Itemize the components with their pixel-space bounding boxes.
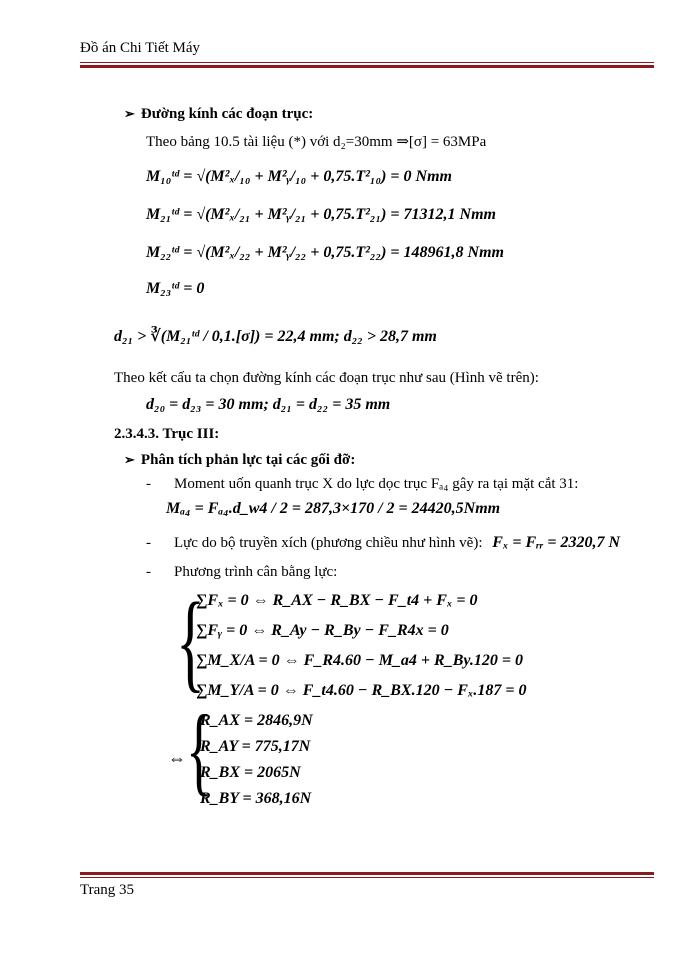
balance-item bbox=[146, 564, 337, 581]
bullet-reactions bbox=[124, 452, 355, 469]
dash-bullet: - bbox=[146, 535, 151, 551]
header-title: Đồ án Chi Tiết Máy bbox=[80, 40, 201, 56]
result-rbx: R_BX = 2065N bbox=[200, 764, 301, 781]
moment-item bbox=[146, 476, 578, 493]
system-brace: { bbox=[176, 580, 206, 702]
result-rax: R_AX = 2846,9N bbox=[200, 712, 313, 729]
balance-text: Phương trình cân bằng lực: bbox=[174, 564, 338, 580]
system-eq-4: ∑M_Y/A = 0 ⇔ F_t4.60 − R_BX.120 − Fₓ.187 = 0 bbox=[196, 682, 527, 699]
moment-text: Moment uốn quanh trục X do lực dọc trục Fₐ₄ gây ra tại mặt cắt 31: bbox=[174, 476, 579, 492]
section-shaft-diameters: Đường kính các đoạn trục: bbox=[140, 106, 314, 122]
equation-d21: d₂₁ > ∛(M₂₁ᵗᵈ / 0,1.[σ]) = 22,4 mm; d₂₂ > 28,7 mm bbox=[114, 328, 437, 345]
arrow-bullet-icon: ➢ bbox=[124, 106, 135, 121]
footer-rule-thick bbox=[80, 872, 654, 875]
equation-ma4: Mₐ₄ = Fₐ₄.d_w4 / 2 = 287,3×170 / 2 = 24420,5Nmm bbox=[166, 500, 501, 517]
system-eq-1: ∑Fₓ = 0 ⇔ R_AX − R_BX − F_t4 + Fₓ = 0 bbox=[196, 592, 478, 609]
equivalence-symbol: ⇔ bbox=[168, 748, 186, 768]
structure-note: Theo kết cấu ta chọn đường kính các đoạn trục như sau (Hình vẽ trên): bbox=[114, 370, 539, 386]
equation-fx: Fₓ = Fᵣᵣ = 2320,7 N bbox=[492, 534, 620, 551]
header-rule-thin bbox=[80, 62, 654, 63]
equation-m21: M₂₁ᵗᵈ = √(M²ₓ/₂₁ + M²ᵧ/₂₁ + 0,75.T²₂₁) = 71312,1 Nmm bbox=[146, 206, 496, 223]
chain-item bbox=[146, 534, 620, 552]
table-ref: Theo bảng 10.5 tài liệu (*) với d₂=30mm ⇒[σ] = 63MPa bbox=[146, 134, 487, 150]
header-rule-thick bbox=[80, 65, 654, 68]
page-number: Trang 35 bbox=[80, 882, 135, 898]
equation-m23: M₂₃ᵗᵈ = 0 bbox=[146, 280, 205, 297]
equation-choice: d₂₀ = d₂₃ = 30 mm; d₂₁ = d₂₂ = 35 mm bbox=[146, 396, 391, 413]
arrow-bullet-icon: ➢ bbox=[124, 452, 135, 467]
footer-rule-thin bbox=[80, 877, 654, 878]
results-brace: { bbox=[186, 694, 213, 805]
system-eq-2: ∑Fᵧ = 0 ⇔ R_Ay − R_By − F_R4x = 0 bbox=[196, 622, 449, 639]
dash-bullet: - bbox=[146, 476, 151, 492]
subsection-heading: 2.3.4.3. Trục III: bbox=[114, 426, 220, 442]
chain-text: Lực do bộ truyền xích (phương chiều như hình vẽ): bbox=[174, 535, 483, 551]
equation-m10: M₁₀ᵗᵈ = √(M²ₓ/₁₀ + M²ᵧ/₁₀ + 0,75.T²₁₀) = 0 Nmm bbox=[146, 168, 452, 185]
result-rby: R_BY = 368,16N bbox=[200, 790, 312, 807]
dash-bullet: - bbox=[146, 564, 151, 580]
result-ray: R_AY = 775,17N bbox=[200, 738, 311, 755]
bullet-shaft-diameters bbox=[124, 106, 313, 123]
equation-m22: M₂₂ᵗᵈ = √(M²ₓ/₂₂ + M²ᵧ/₂₂ + 0,75.T²₂₂) = 148961,8 Nmm bbox=[146, 244, 504, 261]
system-eq-3: ∑M_X/A = 0 ⇔ F_R4.60 − M_a4 + R_By.120 = 0 bbox=[196, 652, 524, 669]
reaction-heading: Phân tích phản lực tại các gối đỡ: bbox=[140, 452, 356, 468]
